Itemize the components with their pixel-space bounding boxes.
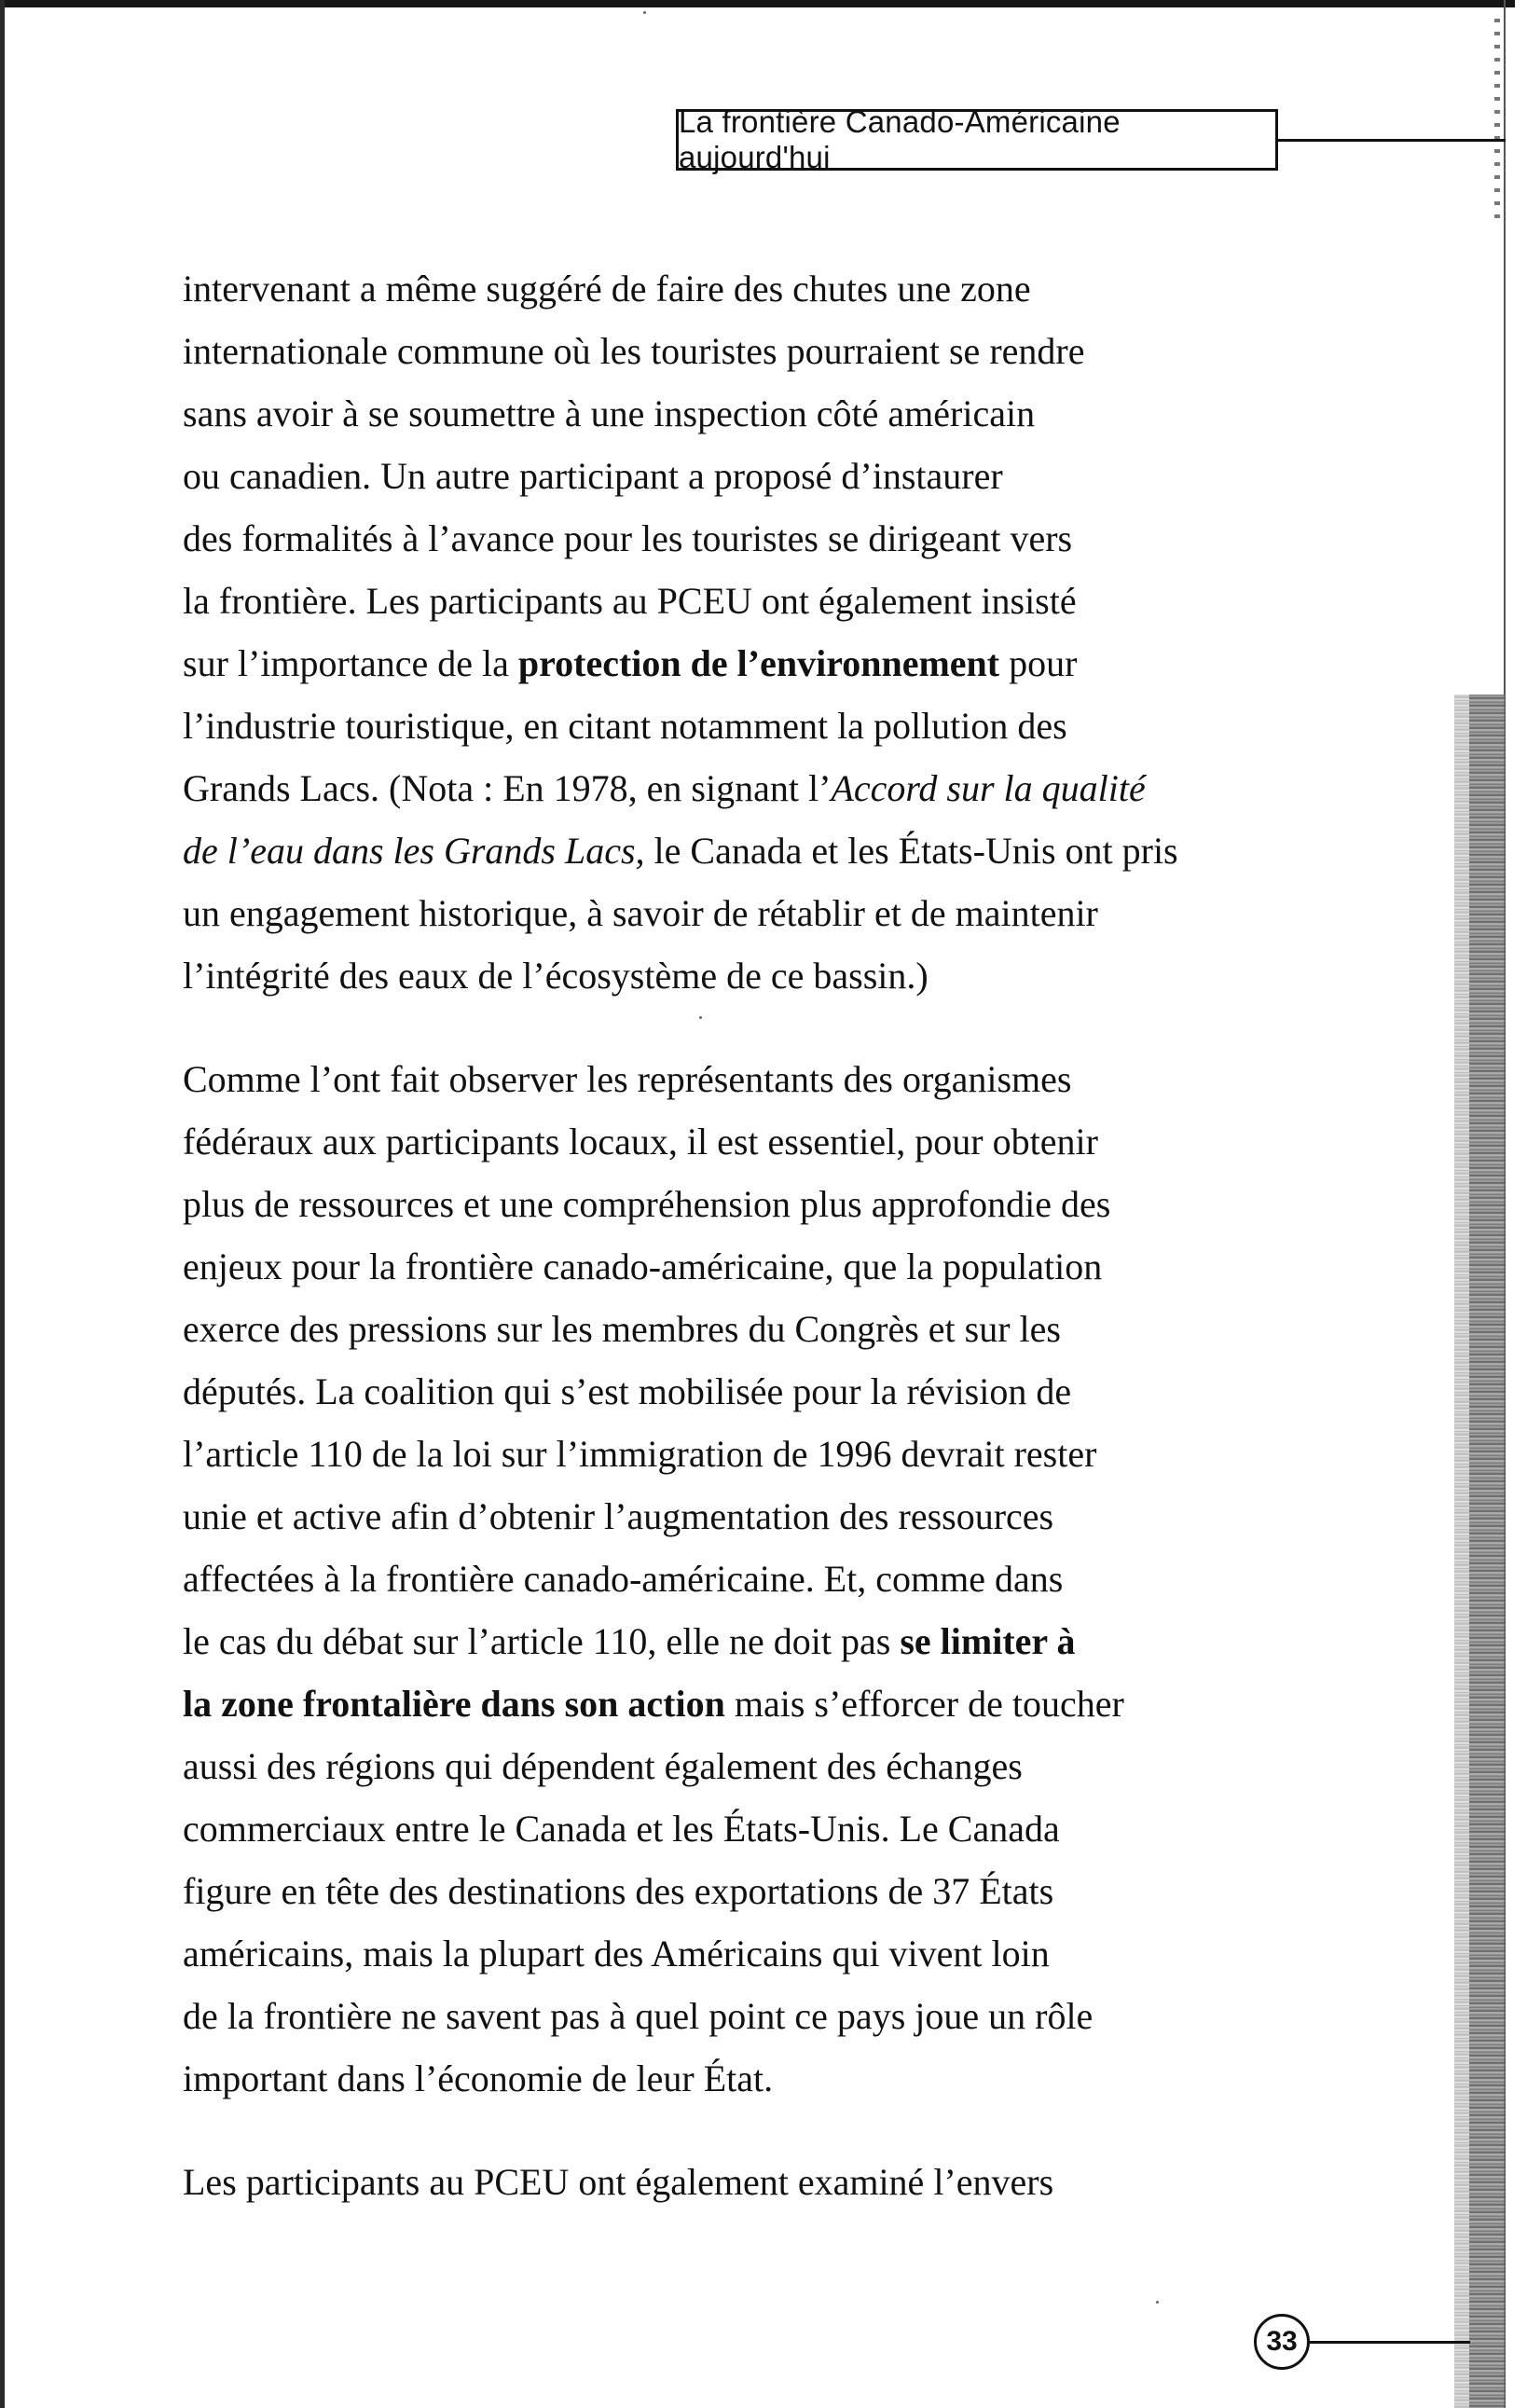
text-segment: exerce des pressions sur les membres du Congrès et sur les (183, 1308, 1061, 1350)
scan-edge-marks (1494, 19, 1500, 224)
text-line (183, 819, 1301, 882)
text-segment: affectées à la frontière canado-américaine. Et, comme dans (183, 1558, 1064, 1600)
scan-speck (1156, 2301, 1159, 2304)
text-segment: la frontière. Les participants au PCEU ont également insisté (183, 580, 1077, 622)
page-number-badge (1254, 2314, 1310, 2370)
paragraph (183, 2151, 1301, 2213)
text-segment: enjeux pour la frontière canado-américaine, que la population (183, 1245, 1103, 1287)
text-line (183, 882, 1301, 944)
page-number: 33 (1266, 2326, 1298, 2357)
text-line (183, 1548, 1301, 1610)
text-segment: le Canada et les États-Unis ont pris (644, 830, 1178, 872)
text-line (183, 1985, 1301, 2047)
text-line (183, 1110, 1301, 1173)
text-line (183, 1797, 1301, 1860)
emphasis-bold: se limiter à (900, 1620, 1076, 1662)
text-segment: Comme l’ont fait observer les représentants des organismes (183, 1058, 1072, 1100)
text-line (183, 2047, 1301, 2110)
text-segment: l’intégrité des eaux de l’écosystème de ce bassin.) (183, 955, 929, 997)
page-number-rule (1310, 2341, 1470, 2344)
text-line (183, 507, 1301, 570)
text-line (183, 1423, 1301, 1485)
text-line (183, 570, 1301, 632)
text-segment: députés. La coalition qui s’est mobilisée pour la révision de (183, 1370, 1072, 1412)
text-line (183, 1922, 1301, 1985)
text-segment: pour (999, 642, 1078, 684)
text-segment: l’industrie touristique, en citant notamment la pollution des (183, 705, 1067, 747)
text-segment: Les participants au PCEU ont également examiné l’envers (183, 2161, 1054, 2203)
emphasis-italic: de l’eau dans les Grands Lacs, (183, 830, 645, 872)
text-line (183, 382, 1301, 445)
text-segment: intervenant a même suggéré de faire des chutes une zone (183, 268, 1031, 310)
text-line (183, 1298, 1301, 1360)
running-header (676, 104, 1278, 174)
text-line (183, 1672, 1301, 1735)
text-line (183, 1610, 1301, 1672)
text-segment: ou canadien. Un autre participant a proposé d’instaurer (183, 455, 1003, 497)
text-segment: l’article 110 de la loi sur l’immigration de 1996 devrait rester (183, 1433, 1097, 1475)
text-segment: sans avoir à se soumettre à une inspection côté américain (183, 392, 1036, 434)
text-line (183, 2151, 1301, 2213)
text-segment: américains, mais la plupart des Américains qui vivent loin (183, 1933, 1050, 1975)
text-line (183, 1173, 1301, 1235)
text-line (183, 695, 1301, 757)
emphasis-bold: protection de l’environnement (517, 642, 1000, 684)
emphasis-bold: la zone frontalière dans son action (183, 1683, 725, 1725)
text-segment: unie et active afin d’obtenir l’augmentation des ressources (183, 1495, 1054, 1537)
text-line (183, 1235, 1301, 1298)
text-segment: sur l’importance de la (183, 642, 518, 684)
text-segment: de la frontière ne savent pas à quel point ce pays joue un rôle (183, 1995, 1094, 2037)
scan-speck (699, 1016, 702, 1019)
body-text (183, 257, 1301, 2213)
text-segment: le cas du débat sur l’article 110, elle ne doit pas (183, 1620, 901, 1662)
text-line (183, 757, 1301, 819)
emphasis-italic: Accord sur la qualité (831, 767, 1146, 809)
text-segment: Grands Lacs. (Nota : En 1978, en signant l’ (183, 767, 832, 809)
text-segment: important dans l’économie de leur État. (183, 2057, 774, 2099)
scan-frame-left (0, 0, 5, 2408)
text-line (183, 320, 1301, 382)
text-line (183, 1360, 1301, 1423)
text-segment: mais s’efforcer de toucher (724, 1683, 1124, 1725)
text-segment: fédéraux aux participants locaux, il est essentiel, pour obtenir (183, 1121, 1098, 1163)
text-line (183, 944, 1301, 1007)
text-segment: un engagement historique, à savoir de rétablir et de maintenir (183, 892, 1098, 934)
scan-speck (643, 11, 646, 14)
text-line (183, 1485, 1301, 1548)
paragraph (183, 1048, 1301, 2110)
text-line (183, 1735, 1301, 1797)
page-edge-shadow (1469, 695, 1505, 2408)
text-segment: plus de ressources et une compréhension plus approfondie des (183, 1183, 1111, 1225)
text-line (183, 1860, 1301, 1922)
text-line (183, 632, 1301, 695)
text-line (183, 257, 1301, 320)
running-header-rule (1278, 139, 1506, 142)
text-segment: commerciaux entre le Canada et les États-Unis. Le Canada (183, 1808, 1060, 1850)
page-edge-shadow-inner (1454, 695, 1469, 2408)
running-header-title: La frontière Canado-Américaine aujourd'hui (679, 104, 1121, 174)
paragraph (183, 257, 1301, 1007)
text-line (183, 445, 1301, 507)
scan-frame-top (0, 0, 1515, 7)
text-segment: aussi des régions qui dépendent également des échanges (183, 1745, 1023, 1787)
text-segment: internationale commune où les touristes pourraient se rendre (183, 330, 1085, 372)
text-line (183, 1048, 1301, 1110)
text-segment: figure en tête des destinations des exportations de 37 États (183, 1870, 1054, 1912)
text-segment: des formalités à l’avance pour les touristes se dirigeant vers (183, 517, 1073, 559)
